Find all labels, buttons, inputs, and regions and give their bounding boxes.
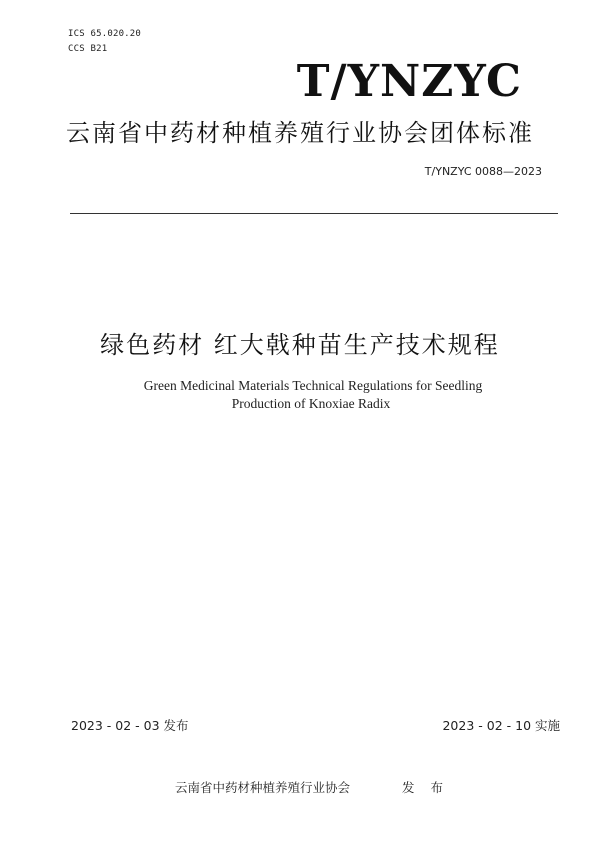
association-standard-title: 云南省中药材种植养殖行业协会团体标准 — [66, 119, 534, 147]
publish-date: 2023 - 02 - 03 发布 — [71, 718, 189, 733]
ics-code: ICS 65.020.20 — [68, 29, 142, 39]
standard-number: T/YNZYC 0088—2023 — [424, 165, 542, 178]
document-title-english-line1: Green Medicinal Materials Technical Regulations for Seedling — [143, 378, 483, 393]
document-title-english-line2: Production of Knoxiae Radix — [231, 396, 391, 411]
organization-code: T/YNZYC — [296, 56, 522, 107]
issue-label: 发 布 — [402, 780, 449, 795]
issuing-organization: 云南省中药材种植养殖行业协会 — [175, 780, 351, 795]
header-divider — [70, 213, 558, 214]
ccs-code: CCS B21 — [68, 44, 108, 54]
document-title-chinese: 绿色药材 红大戟种苗生产技术规程 — [100, 331, 500, 359]
implementation-date: 2023 - 02 - 10 实施 — [442, 718, 560, 733]
